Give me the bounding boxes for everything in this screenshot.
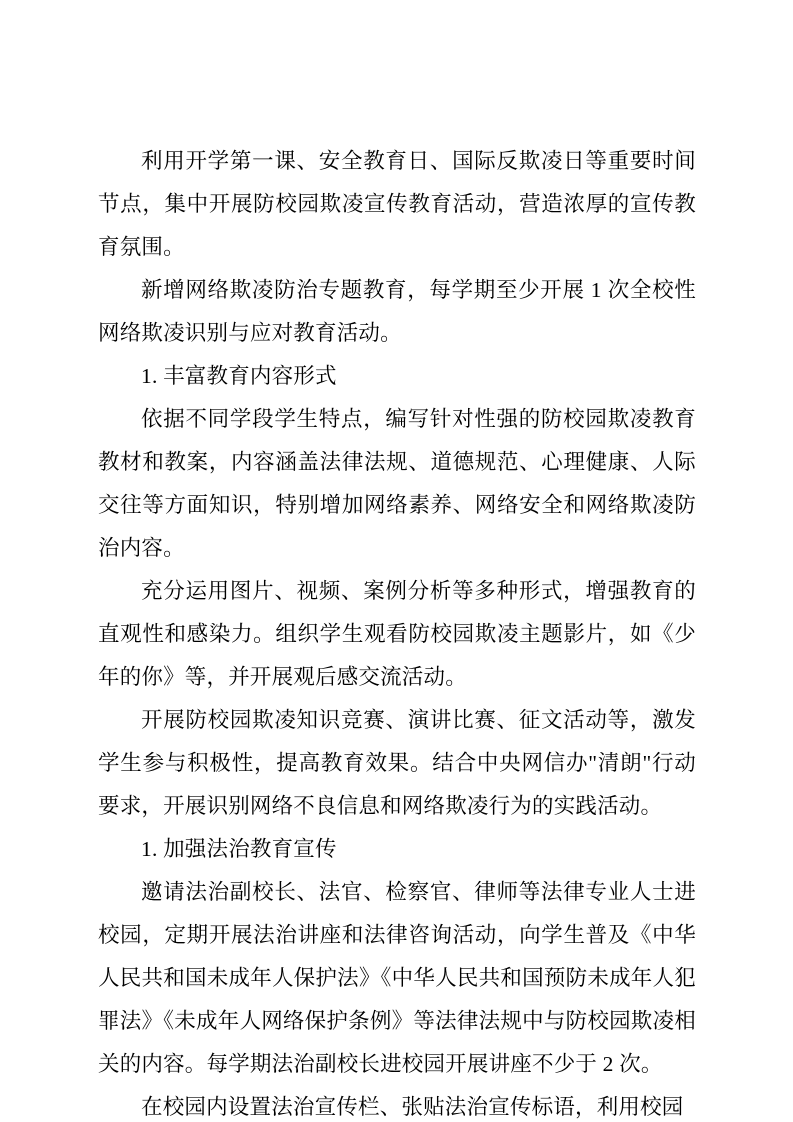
paragraph: 开展防校园欺凌知识竞赛、演讲比赛、征文活动等，激发学生参与积极性，提高教育效果。结合中央网信办"清朗"行动要求，开展识别网络不良信息和网络欺凌行为的实践活动。 <box>98 708 696 818</box>
paragraph: 利用开学第一课、安全教育日、国际反欺凌日等重要时间节点，集中开展防校园欺凌宣传教育活动，营造浓厚的宣传教育氛围。 <box>98 149 696 259</box>
section-heading: 1. 加强法治教育宣传 <box>141 837 337 861</box>
paragraph: 充分运用图片、视频、案例分析等多种形式，增强教育的直观性和感染力。组织学生观看防校园欺凌主题影片，如《少年的你》等，并开展观后感交流活动。 <box>98 579 696 689</box>
paragraph: 在校园内设置法治宣传栏、张贴法治宣传标语，利用校园 <box>141 1095 684 1119</box>
paragraph: 依据不同学段学生特点，编写针对性强的防校园欺凌教育教材和教案，内容涵盖法律法规、道德规范、心理健康、人际交往等方面知识，特别增加网络素养、网络安全和网络欺凌防治内容。 <box>98 407 696 560</box>
paragraph: 邀请法治副校长、法官、检察官、律师等法律专业人士进校园，定期开展法治讲座和法律咨询活动，向学生普及《中华人民共和国未成年人保护法》《中华人民共和国预防未成年人犯罪法》《未成年人网络保护条例》等法律法规中与防校园欺凌相关的内容。每学期法治副校长进校园开展讲座不少于 2 次。 <box>98 880 696 1076</box>
document-body <box>98 140 696 1122</box>
paragraph: 新增网络欺凌防治专题教育，每学期至少开展 1 次全校性网络欺凌识别与应对教育活动。 <box>98 278 696 345</box>
section-heading: 1. 丰富教育内容形式 <box>141 364 337 388</box>
